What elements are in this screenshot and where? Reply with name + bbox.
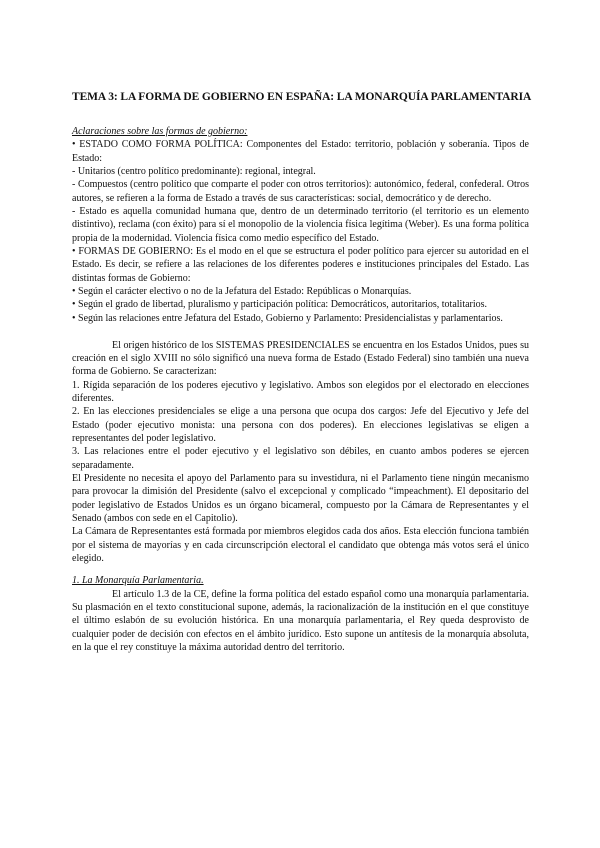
document-body bbox=[72, 125, 529, 654]
list-item-libertad: • Según el grado de libertad, pluralismo y participación política: Democráticos, autoritarios, totalitarios. bbox=[72, 299, 488, 311]
section-heading-monarquia: 1. La Monarquía Parlamentaria. bbox=[72, 575, 204, 587]
list-item-compuestos: - Compuestos (centro político que comparte el poder con otros territorios): autonómico, federal, confederal. Otros autores, se refieren a la forma de Estado a través de sus características: social, democrático y de derecho. bbox=[72, 179, 529, 204]
subheading-formas-gobierno: Aclaraciones sobre las formas de gobierno: bbox=[72, 126, 248, 137]
paragraph-monarquia-parlamentaria: El artículo 1.3 de la CE, define la forma política del estado español como una monarquía parlamentaria. Su plasmación en el texto constitucional supone, además, la racionalización de la institución en el que constituye el último eslabón de su evolución histórica. En una monarquía parlamentaria, el Rey queda desprovisto de cualquier poder de decisión con efectos en el ámbito jurídico. Esto supone un antítesis de la monarquía absoluta, en la que el rey constituye la máxima autoridad dentro del territorio. bbox=[72, 588, 529, 654]
list-item-relaciones-debiles: 3. Las relaciones entre el poder ejecutivo y el legislativo son débiles, en cuanto ambos poderes se ejercen separadamente. bbox=[72, 446, 529, 471]
paragraph-estado-forma-politica: • ESTADO COMO FORMA POLÍTICA: Componentes del Estado: territorio, población y soberanía. Tipos de Estado: bbox=[72, 139, 529, 164]
paragraph-sistemas-presidenciales: El origen histórico de los SISTEMAS PRESIDENCIALES se encuentra en los Estados Unidos, pues su creación en el siglo XVIII no sólo significó una nueva forma de Estado (Estado Federal) sino también una nueva forma de Gobierno. Se caracterizan: bbox=[72, 339, 529, 378]
document-title: TEMA 3: LA FORMA DE GOBIERNO EN ESPAÑA: LA MONARQUÍA PARLAMENTARIA bbox=[72, 91, 532, 103]
list-item-unitarios: - Unitarios (centro político predominante): regional, integral. bbox=[72, 166, 316, 178]
paragraph-camara-representantes: La Cámara de Representantes está formada por miembros elegidos cada dos años. Esta elección funciona también por el sistema de mayorías y en cada circunscripción electoral el candidato que obtenga más votos será el único elegido. bbox=[72, 526, 529, 564]
list-item-jefatura: • Según el carácter electivo o no de la Jefatura del Estado: Repúblicas o Monarquías. bbox=[72, 286, 412, 298]
list-item-elecciones-presidenciales: 2. En las elecciones presidenciales se elige a una persona que ocupa dos cargos: Jefe del Ejecutivo y Jefe del Estado (poder ejecutivo monista: una persona con dos poderes). En elecciones legislativas se eligen a representantes del poder legislativo. bbox=[72, 406, 529, 444]
list-item-separacion-poderes: 1. Rígida separación de los poderes ejecutivo y legislativo. Ambos son elegidos por el electorado en elecciones diferentes. bbox=[72, 379, 529, 404]
paragraph-presidente: El Presidente no necesita el apoyo del Parlamento para su investidura, ni el Parlamento tiene ningún mecanismo para provocar la dimisión del Presidente (salvo el excepcional y complicado “impeachment). El depositario del poder legislativo de Estados Unidos es un órgano bicameral, compuesto por la Cámara de Representantes y el Senado (ambos con sede en el Capitolio). bbox=[72, 472, 529, 524]
list-item-definicion-estado: - Estado es aquella comunidad humana que, dentro de un determinado territorio (el territorio es un elemento distintivo), reclama (con éxito) para sí el monopolio de la violencia física legítima (Weber). Es una forma política propia de la modernidad. Violencia física como medio específico del Estado. bbox=[72, 206, 529, 244]
spacer bbox=[72, 325, 529, 338]
spacer bbox=[72, 565, 529, 574]
paragraph-formas-gobierno: • FORMAS DE GOBIERNO: Es el modo en el que se estructura el poder político para ejercer su autoridad en el Estado. Es decir, se refiere a las relaciones de los diferentes poderes e instituciones principales del Estado. Las distintas formas de Gobierno: bbox=[72, 246, 529, 284]
list-item-relaciones: • Según las relaciones entre Jefatura del Estado, Gobierno y Parlamento: Presidencialistas y parlamentarios. bbox=[72, 312, 503, 324]
